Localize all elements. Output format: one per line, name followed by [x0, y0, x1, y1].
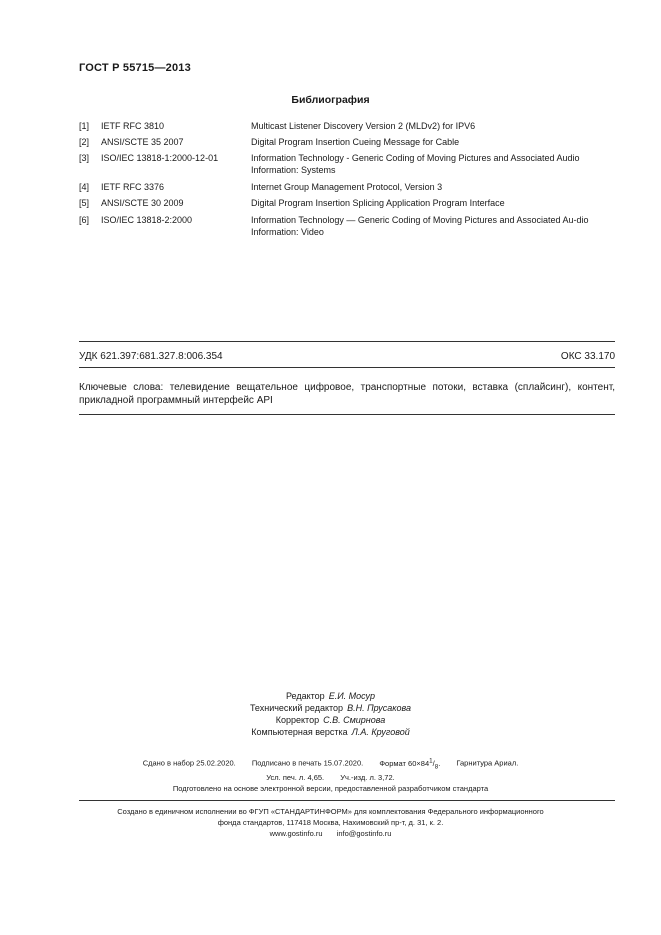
credit-tech-editor	[0, 702, 661, 714]
credit-editor	[0, 690, 661, 702]
publication-info	[0, 755, 661, 794]
bibliography-title: Библиография	[291, 94, 370, 106]
oks-code: ОКС 33.170	[560, 351, 615, 362]
entry-reference: IETF RFC 3376	[101, 182, 165, 192]
email-link[interactable]: info@gostinfo.ru	[336, 829, 392, 838]
format: Формат $60\times 84^1/_8$.	[379, 757, 441, 770]
credit-layout	[0, 726, 661, 738]
footer-line-2: фонда стандартов, 117418 Москва, Нахимовский пр-т, д. 31, к. 2.	[217, 818, 444, 827]
middle-divider	[79, 367, 615, 368]
entry-number: [4]	[79, 182, 90, 192]
footer-line-1: Создано в единичном исполнении во ФГУП «СТАНДАРТИНФОРМ» для комплектования Федерального информационного	[117, 807, 544, 816]
footer-divider	[79, 800, 615, 801]
entry-number: [5]	[79, 198, 90, 208]
credit-role: Редактор	[285, 691, 325, 701]
credit-role: Компьютерная верстка	[251, 727, 348, 737]
entry-reference: ISO/IEC 13818-2:2000	[101, 215, 193, 225]
credit-name: С.В. Смирнова	[323, 715, 386, 725]
entry-reference: ISO/IEC 13818-1:2000-12-01	[101, 153, 219, 163]
credit-name: Л.А. Круговой	[351, 727, 410, 737]
font-info: Гарнитура Ариал.	[456, 758, 519, 768]
keywords: Ключевые слова: телевидение вещательное цифровое, транспортные потоки, вставка (сплайсинг), контент, прикладной программный интерфейс API	[79, 382, 615, 406]
entry-title: Multicast Listener Discovery Version 2 (MLDv2) for IPV6	[251, 121, 476, 131]
credits	[0, 690, 661, 738]
entry-number: [1]	[79, 121, 90, 131]
entry-title: Digital Program Insertion Splicing Application Program Interface	[251, 198, 505, 208]
entry-title: Information Technology — Generic Coding of Moving Pictures and Associated Au-dio Information: Video	[251, 215, 589, 237]
publisher-sheets: Уч.-изд. л. 3,72.	[340, 773, 395, 782]
print-sheets: Усл. печ. л. 4,65.	[266, 773, 325, 782]
credit-role: Технический редактор	[249, 703, 344, 713]
submitted-date: Сдано в набор 25.02.2020.	[142, 758, 236, 768]
credit-role: Корректор	[275, 715, 320, 725]
prepared-note: Подготовлено на основе электронной версии, предоставленной разработчиком стандарта	[172, 784, 489, 793]
entry-title: Information Technology - Generic Coding of Moving Pictures and Associated Audio Information: Systems	[251, 153, 580, 175]
udk-code: УДК 621.397:681.327.8:006.354	[79, 351, 223, 362]
entry-title: Digital Program Insertion Cueing Message for Cable	[251, 137, 460, 147]
document-code: ГОСТ Р 55715—2013	[79, 62, 191, 74]
entry-title: Internet Group Management Protocol, Version 3	[251, 182, 443, 192]
credit-proofreader	[0, 714, 661, 726]
bottom-divider	[79, 414, 615, 415]
credit-name: В.Н. Прусакова	[347, 703, 412, 713]
credit-name: Е.И. Мосур	[328, 691, 376, 701]
entry-reference: ANSI/SCTE 30 2009	[101, 198, 184, 208]
entry-number: [2]	[79, 137, 90, 147]
entry-number: [6]	[79, 215, 90, 225]
top-divider	[79, 341, 615, 342]
signed-date: Подписано в печать 15.07.2020.	[251, 758, 364, 768]
entry-reference: IETF RFC 3810	[101, 121, 165, 131]
entry-reference: ANSI/SCTE 35 2007	[101, 137, 184, 147]
website-link[interactable]: www.gostinfo.ru	[269, 829, 323, 838]
entry-number: [3]	[79, 153, 90, 163]
footer	[0, 806, 661, 839]
